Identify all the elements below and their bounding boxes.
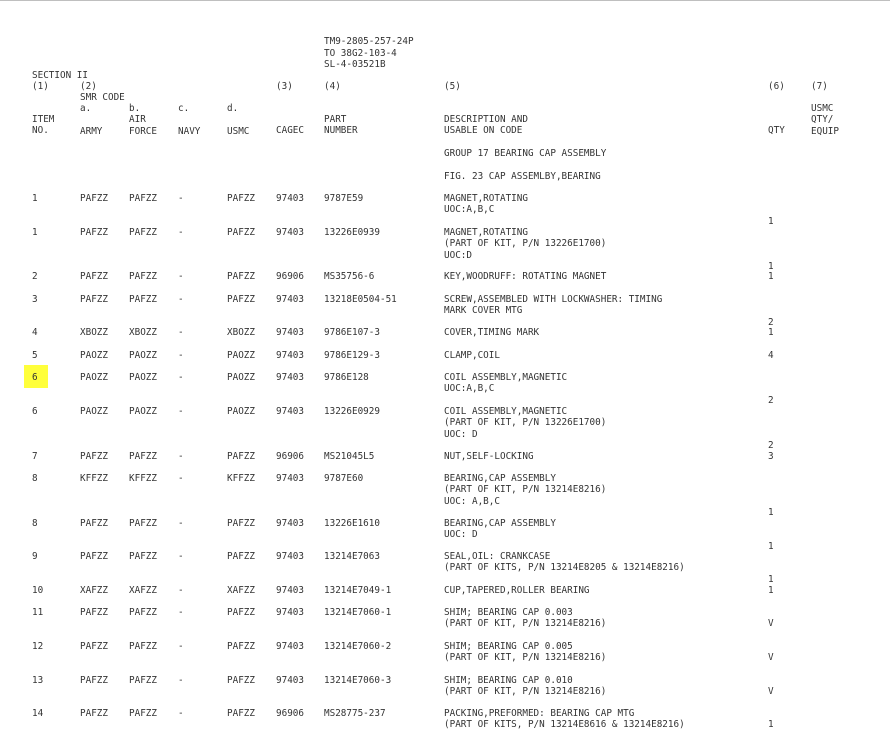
part-number: 13214E7063 [324,551,380,562]
description: SHIM; BEARING CAP 0.003 (PART OF KIT, P/N 13214E8216) [444,607,607,630]
usmc-smr-code: PAOZZ [227,372,255,383]
description: CLAMP,COIL [444,350,500,361]
quantity: V [768,618,774,630]
description: CUP,TAPERED,ROLLER BEARING [444,585,590,596]
cagec-code: 97403 [276,406,304,417]
cagec-code: 97403 [276,585,304,596]
description: COIL ASSEMBLY,MAGNETIC (PART OF KIT, P/N 13226E1700) UOC: D [444,406,607,440]
section-title: SECTION II [32,70,88,81]
cagec-code: 96906 [276,708,304,719]
army-smr-code: PAFZZ [80,551,108,562]
cagec-code: 96906 [276,271,304,282]
army-smr-code: XAFZZ [80,585,108,596]
quantity: 1 [768,271,774,282]
usmc-smr-code: PAFZZ [227,675,255,686]
description: SCREW,ASSEMBLED WITH LOCKWASHER: TIMING MARK COVER MTG [444,294,663,317]
army-smr-code: PAFZZ [80,294,108,305]
quantity: 4 [768,350,774,361]
air-force-smr-code: XAFZZ [129,585,157,596]
part-number: 13218E0504-51 [324,294,397,305]
part-number: 9787E60 [324,473,364,484]
navy-smr-code: - [178,585,184,596]
army-smr-code: PAFZZ [80,641,108,652]
cagec-code: 97403 [276,372,304,383]
to-number: TO 38G2-103-4 [324,47,397,59]
army-smr-code: PAFZZ [80,271,108,282]
usmc-smr-code: PAFZZ [227,708,255,719]
cagec-code: 97403 [276,327,304,338]
part-number: 13214E7060-3 [324,675,392,686]
air-force-heading: b. AIR FORCE [129,103,157,137]
navy-smr-code: - [178,607,184,618]
usmc-smr-code: PAFZZ [227,271,255,282]
item-number: 6 [32,372,38,383]
col5-number: (5) [444,81,461,92]
quantity: 1 [768,719,774,731]
item-number: 12 [32,641,44,652]
cagec-code: 97403 [276,675,304,686]
navy-smr-code: - [178,675,184,686]
usmc-smr-code: PAOZZ [227,350,255,361]
item-number: 1 [32,227,38,238]
army-smr-code: PAOZZ [80,350,108,361]
figure-title: FIG. 23 CAP ASSEMLBY,BEARING [444,171,601,182]
navy-smr-code: - [178,473,184,484]
navy-smr-code: - [178,227,184,238]
navy-smr-code: - [178,193,184,204]
quantity: 2 [768,316,774,328]
description: MAGNET,ROTATING (PART OF KIT, P/N 13226E1700) UOC:D [444,227,607,261]
navy-smr-code: - [178,350,184,361]
qty-heading: QTY [768,125,785,136]
army-smr-code: PAFZZ [80,451,108,462]
item-number: 8 [32,518,38,529]
army-smr-code: PAFZZ [80,518,108,529]
army-smr-code: PAOZZ [80,372,108,383]
part-number: 9786E129-3 [324,350,380,361]
air-force-smr-code: PAOZZ [129,350,157,361]
air-force-smr-code: PAFZZ [129,675,157,686]
item-number: 8 [32,473,38,484]
quantity: V [768,652,774,664]
usmc-smr-code: KFFZZ [227,473,255,484]
part-number: 9786E128 [324,372,369,383]
cagec-code: 97403 [276,350,304,361]
air-force-smr-code: PAFZZ [129,451,157,462]
usmc-smr-code: XBOZZ [227,327,255,338]
part-number: 13214E7060-2 [324,641,392,652]
navy-smr-code: - [178,372,184,383]
cagec-code: 97403 [276,294,304,305]
item-number: 2 [32,271,38,282]
quantity: V [768,686,774,698]
item-number: 6 [32,406,38,417]
part-number-heading: PART NUMBER [324,114,358,137]
description: SHIM; BEARING CAP 0.005 (PART OF KIT, P/N 13214E8216) [444,641,607,664]
description: KEY,WOODRUFF: ROTATING MAGNET [444,271,607,282]
part-number: 13214E7060-1 [324,607,392,618]
air-force-smr-code: PAOZZ [129,406,157,417]
quantity: 1 [768,573,774,585]
cagec-code: 96906 [276,451,304,462]
item-number: 5 [32,350,38,361]
navy-smr-code: - [178,551,184,562]
usmc-smr-code: XAFZZ [227,585,255,596]
army-smr-code: XBOZZ [80,327,108,338]
description: SHIM; BEARING CAP 0.010 (PART OF KIT, P/N 13214E8216) [444,675,607,698]
description: COVER,TIMING MARK [444,327,540,338]
item-number: 9 [32,551,38,562]
part-number: 13226E0939 [324,227,380,238]
description: COIL ASSEMBLY,MAGNETIC UOC:A,B,C [444,372,568,395]
navy-smr-code: - [178,406,184,417]
col2-number: (2) [80,81,97,92]
col7-number: (7) [811,81,828,92]
cagec-code: 97403 [276,607,304,618]
part-number: MS21045L5 [324,451,375,462]
description: SEAL,OIL: CRANKCASE (PART OF KITS, P/N 13214E8205 & 13214E8216) [444,551,685,574]
navy-smr-code: - [178,451,184,462]
item-number: 13 [32,675,44,686]
part-number: MS28775-237 [324,708,386,719]
army-smr-code: KFFZZ [80,473,108,484]
air-force-smr-code: PAFZZ [129,518,157,529]
cagec-code: 97403 [276,193,304,204]
quantity: 2 [768,394,774,406]
part-number: 13226E0929 [324,406,380,417]
quantity: 1 [768,260,774,272]
army-smr-code: PAFZZ [80,675,108,686]
col3-number: (3) [276,81,293,92]
air-force-smr-code: PAFZZ [129,607,157,618]
part-number: MS35756-6 [324,271,375,282]
usmc-smr-code: PAFZZ [227,227,255,238]
group-title: GROUP 17 BEARING CAP ASSEMBLY [444,148,607,159]
usmc-smr-code: PAFZZ [227,294,255,305]
air-force-smr-code: PAFZZ [129,271,157,282]
item-number: 4 [32,327,38,338]
description: PACKING,PREFORMED: BEARING CAP MTG (PART OF KITS, P/N 13214E8616 & 13214E8216) [444,708,685,731]
quantity: 2 [768,439,774,451]
quantity: 3 [768,451,774,462]
navy-smr-code: - [178,327,184,338]
air-force-smr-code: KFFZZ [129,473,157,484]
usmc-smr-code: PAFZZ [227,607,255,618]
description: NUT,SELF-LOCKING [444,451,534,462]
army-smr-code: PAFZZ [80,227,108,238]
description: BEARING,CAP ASSEMBLY UOC: D [444,518,556,541]
air-force-smr-code: PAFZZ [129,193,157,204]
air-force-smr-code: PAFZZ [129,227,157,238]
navy-smr-code: - [178,271,184,282]
part-number: 9786E107-3 [324,327,380,338]
quantity: 1 [768,540,774,552]
navy-smr-code: - [178,641,184,652]
usmc-smr-code: PAFZZ [227,518,255,529]
document-header [324,36,414,71]
quantity: 1 [768,585,774,596]
usmc-smr-code: PAFZZ [227,641,255,652]
item-number: 3 [32,294,38,305]
cagec-code: 97403 [276,518,304,529]
usmc-smr-code: PAFZZ [227,193,255,204]
cagec-heading: CAGEC [276,125,304,136]
usmc-smr-code: PAFZZ [227,551,255,562]
usmc-smr-code: PAOZZ [227,406,255,417]
army-smr-code: PAFZZ [80,607,108,618]
tm-number: TM9-2805-257-24P [324,36,414,47]
air-force-smr-code: PAFZZ [129,708,157,719]
item-number: 1 [32,193,38,204]
usmc-qty-heading: USMC QTY/ EQUIP [811,103,839,137]
smr-code-heading: SMR CODE [80,92,125,103]
usmc-smr-code: PAFZZ [227,451,255,462]
cagec-code: 97403 [276,473,304,484]
usmc-heading: d. USMC [227,103,250,137]
item-number: 14 [32,708,44,719]
cagec-code: 97403 [276,551,304,562]
army-heading: a. ARMY [80,103,103,137]
navy-smr-code: - [178,708,184,719]
air-force-smr-code: PAFZZ [129,641,157,652]
navy-heading: c. NAVY [178,103,201,137]
item-number: 7 [32,451,38,462]
page-top-border [0,0,890,1]
item-number: 10 [32,585,44,596]
cagec-code: 97403 [276,641,304,652]
navy-smr-code: - [178,518,184,529]
air-force-smr-code: PAFZZ [129,294,157,305]
air-force-smr-code: PAOZZ [129,372,157,383]
cagec-code: 97403 [276,227,304,238]
army-smr-code: PAFZZ [80,708,108,719]
part-number: 13214E7049-1 [324,585,392,596]
army-smr-code: PAFZZ [80,193,108,204]
part-number: 9787E59 [324,193,364,204]
description: BEARING,CAP ASSEMBLY (PART OF KIT, P/N 13214E8216) UOC: A,B,C [444,473,607,507]
quantity: 1 [768,327,774,338]
sl-number: SL-4-03521B [324,59,386,70]
col6-number: (6) [768,81,785,92]
navy-smr-code: - [178,294,184,305]
item-no-heading: ITEM NO. [32,114,55,137]
army-smr-code: PAOZZ [80,406,108,417]
col1-number: (1) [32,81,49,92]
col4-number: (4) [324,81,341,92]
description-heading: DESCRIPTION AND USABLE ON CODE [444,114,528,137]
air-force-smr-code: PAFZZ [129,551,157,562]
item-number: 11 [32,607,44,618]
description: MAGNET,ROTATING UOC:A,B,C [444,193,528,216]
quantity: 1 [768,506,774,518]
air-force-smr-code: XBOZZ [129,327,157,338]
part-number: 13226E1610 [324,518,380,529]
quantity: 1 [768,215,774,227]
